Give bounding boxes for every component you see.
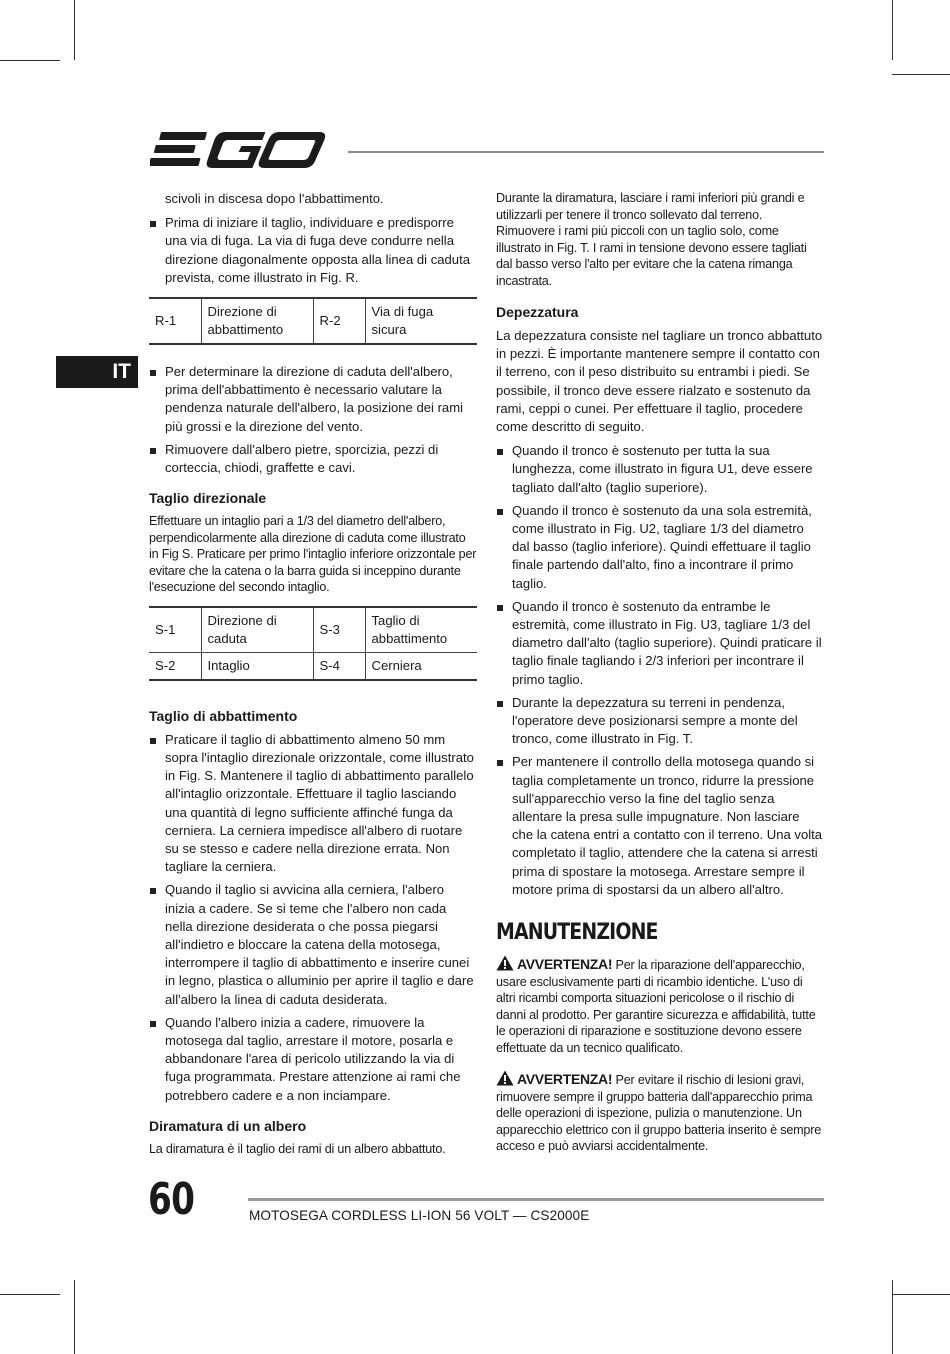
heading-felling-cut: Taglio di abbattimento [149, 707, 298, 724]
bullet-item: Quando l'albero inizia a cadere, rimuovere la motosega dal taglio, arrestare il motore, posarla e abbandonare l'area di pericolo utilizzando la via di fuga programmata. Prestare attenzione ai rami che potrebbero cadere e a non inciampare. [149, 1014, 477, 1105]
crop-mark [0, 1294, 60, 1295]
table-cell: S-1 [149, 607, 201, 653]
bullet-marker [150, 738, 156, 744]
table-cell: Taglio di abbattimento [365, 607, 477, 653]
table-cell: R-1 [149, 298, 201, 344]
bullet-list [149, 363, 477, 477]
bullet-item: Per mantenere il controllo della motosega quando si taglia completamente un tronco, ridurre la pressione sull'apparecchio verso la fine del taglio senza allentare la presa sulle impugnature. Non lasciare che la catena entri a contatto con il terreno. Una volta completato il taglio, attendere che la catena si arresti prima di spostare la motosega. Arrestare sempre il motore prima di spostarsi da un albero all'altro. [496, 753, 824, 899]
heading-directional-cut: Taglio direzionale [149, 490, 267, 507]
bullet-list [496, 442, 824, 899]
bullet-item: Quando il taglio si avvicina alla cerniera, l'albero inizia a cadere. Se si teme che l'albero non cada nella direzione desiderata o che possa piegarsi all'indietro e bloccare la catena della motosega, interrompere il taglio di abbattimento e inserire cunei in legno, plastica o alluminio per aprire il taglio e dare all'albero la linea di caduta desiderata. [149, 881, 477, 1008]
paragraph: La diramatura è il taglio dei rami di un albero abbattuto. [149, 1141, 446, 1156]
header-rule [348, 151, 824, 153]
table-cell: S-4 [313, 652, 365, 680]
paragraph-continuation: scivoli in discesa dopo l'abbattimento. [165, 191, 384, 206]
warning-label: AVVERTENZA! [517, 1071, 613, 1088]
bullet-marker [150, 888, 156, 894]
bullet-item: Quando il tronco è sostenuto da entrambe le estremità, come illustrato in Fig. U3, tagliare 1/3 del diametro dall'alto (taglio superiore). Quindi praticare il taglio finale tagliando i 2/3 inferiori per incontrare il primo taglio. [496, 598, 824, 689]
table-cell: Direzione di abbattimento [201, 298, 313, 344]
warning-triangle-icon [496, 1070, 514, 1086]
crop-mark [892, 1294, 950, 1295]
bullet-marker [150, 1021, 156, 1027]
footer-title: MOTOSEGA CORDLESS LI-ION 56 VOLT — CS2000E [249, 1208, 590, 1223]
crop-mark [892, 0, 893, 60]
table-row [149, 607, 477, 653]
table-row [149, 298, 477, 344]
warning-text: Per evitare il rischio di lesioni gravi, rimuovere sempre il gruppo batteria dall'apparecchio prima delle operazioni di ispezione, pulizia o manutenzione. Un apparecchio elettrico con il gruppo batteria inserito è sempre acceso e può avviarsi accidentalmente. [496, 1073, 822, 1154]
warning-block [496, 955, 824, 1056]
crop-mark [892, 74, 950, 75]
table-row [149, 652, 477, 680]
table-cell: S-3 [313, 607, 365, 653]
heading-bucking: Depezzatura [496, 304, 579, 320]
bullet-marker [497, 449, 503, 455]
table-cell: Cerniera [365, 652, 477, 680]
legend-table-r [149, 297, 477, 345]
bullet-list [149, 731, 477, 1105]
paragraph: Effettuare un intaglio pari a 1/3 del diametro dell'albero, perpendicolarmente alla direzione di caduta come illustrato in Fig S. Praticare per primo l'intaglio inferiore orizzontale per evitare che la catena o la barra guida si inceppino durante l'esecuzione del secondo intaglio. [149, 514, 477, 595]
paragraph: Durante la diramatura, lasciare i rami inferiori più grandi e utilizzarli per tenere il tronco sollevato dal terreno. Rimuovere i rami più piccoli con un taglio solo, come illustrato in Fig. T. I rami in tensione devono essere tagliati dal basso verso l'alto per evitare che la catena rimanga incastrata. [496, 191, 807, 288]
bullet-marker [150, 221, 156, 227]
crop-mark [892, 1280, 893, 1354]
ego-logo [150, 128, 332, 172]
bullet-item: Durante la depezzatura su terreni in pendenza, l'operatore deve posizionarsi sempre a monte del tronco, come illustrato in Fig. T. [496, 694, 824, 749]
warning-triangle-icon [496, 955, 514, 971]
heading-maintenance: MANUTENZIONE [496, 920, 658, 946]
bullet-marker [497, 760, 503, 766]
page-number: 60 [148, 1174, 195, 1225]
bullet-marker [497, 509, 503, 515]
bullet-list [149, 214, 477, 287]
table-cell: Intaglio [201, 652, 313, 680]
bullet-item: Quando il tronco è sostenuto per tutta la sua lunghezza, come illustrato in figura U1, deve essere tagliato dall'alto (taglio superiore). [496, 442, 824, 497]
bullet-marker [497, 701, 503, 707]
paragraph: La depezzatura consiste nel tagliare un tronco abbattuto in pezzi. È importante mantenere sempre il contatto con il terreno, con il peso distribuito su entrambi i piedi. Se possibile, il tronco deve essere rialzato e sostenuto da rami, ceppi o cunei. Per effettuare il taglio, procedere come descritto di seguito. [496, 328, 823, 435]
crop-mark [0, 60, 60, 61]
legend-table-s [149, 606, 477, 681]
heading-limbing: Diramatura di un albero [149, 1117, 307, 1134]
warning-text: Per la riparazione dell'apparecchio, usare esclusivamente parti di ricambio identiche. L'uso di altri ricambi comporta situazioni pericolose o il rischio di danni al prodotto. Per garantire sicurezza e affidabilità, tutte le operazioni di riparazione e sostituzione devono essere effettuate da un tecnico qualificato. [496, 958, 816, 1055]
bullet-item: Praticare il taglio di abbattimento almeno 50 mm sopra l'intaglio direzionale orizzontale, come illustrato in Fig. S. Mantenere il taglio di abbattimento parallelo all'intaglio orizzontale. Effettuare il taglio lasciando una quantità di legno sufficiente affinché funga da cerniera. La cerniera impedisce all'albero di ruotare su se stesso e cadere nella direzione errata. Non tagliare la cerniera. [149, 731, 477, 877]
table-cell: S-2 [149, 652, 201, 680]
bullet-marker [497, 605, 503, 611]
bullet-marker [150, 370, 156, 376]
language-tab: IT [56, 356, 138, 388]
warning-block [496, 1070, 824, 1155]
bullet-item: Quando il tronco è sostenuto da una sola estremità, come illustrato in Fig. U2, tagliare 1/3 del diametro dal basso (taglio inferiore). Quindi effettuare il taglio finale partendo dall'alto, fino a incontrare il primo taglio. [496, 502, 824, 593]
warning-label: AVVERTENZA! [517, 956, 613, 973]
left-column [149, 190, 477, 1163]
footer-rule [248, 1198, 824, 1201]
bullet-item: Rimuovere dall'albero pietre, sporcizia, pezzi di corteccia, chiodi, graffette e cavi. [149, 441, 477, 477]
bullet-item: Per determinare la direzione di caduta dell'albero, prima dell'abbattimento è necessario valutare la pendenza naturale dell'albero, la posizione dei rami più grossi e la direzione del vento. [149, 363, 477, 436]
table-cell: R-2 [313, 298, 365, 344]
crop-mark [74, 0, 75, 60]
bullet-marker [150, 448, 156, 454]
crop-mark [74, 1280, 75, 1354]
bullet-item: Prima di iniziare il taglio, individuare e predisporre una via di fuga. La via di fuga deve condurre nella direzione diagonalmente opposta alla linea di caduta prevista, come illustrato in Fig. R. [149, 214, 477, 287]
table-cell: Via di fuga sicura [365, 298, 477, 344]
table-cell: Direzione di caduta [201, 607, 313, 653]
right-column [496, 190, 824, 1161]
